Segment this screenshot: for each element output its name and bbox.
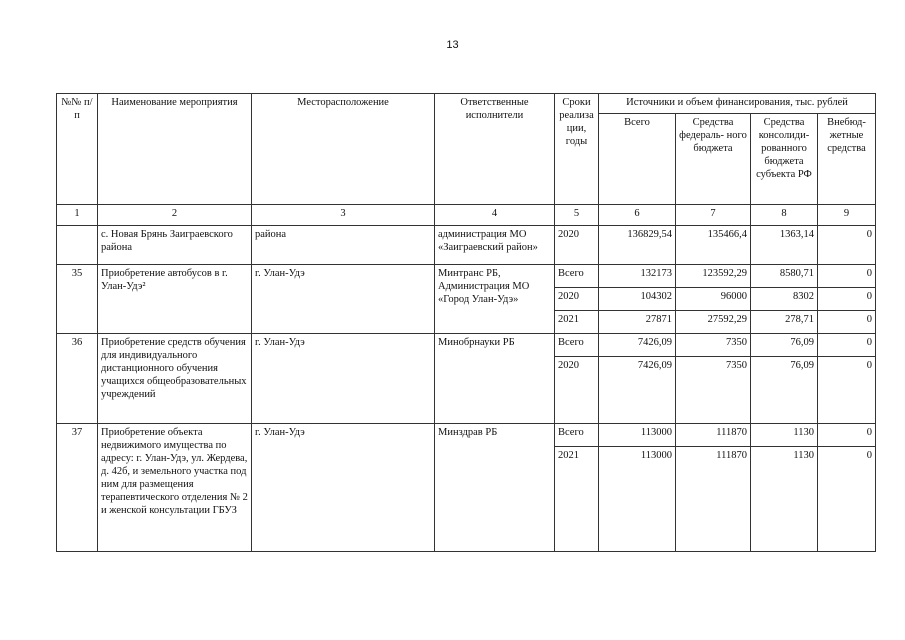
- row-regional: 8302: [751, 288, 818, 311]
- header-terms: Сроки реализа ции, годы: [555, 94, 599, 205]
- row-total: 7426,09: [599, 334, 676, 357]
- row-location: г. Улан-Удэ: [252, 334, 435, 424]
- row-federal: 7350: [676, 334, 751, 357]
- row-total: 113000: [599, 424, 676, 447]
- header-location: Месторасположение: [252, 94, 435, 205]
- row-total: 7426,09: [599, 357, 676, 424]
- header-responsible: Ответственные исполнители: [435, 94, 555, 205]
- row-total: 113000: [599, 447, 676, 552]
- row-federal: 96000: [676, 288, 751, 311]
- row-regional: 1363,14: [751, 226, 818, 265]
- header-sources: Источники и объем финансирования, тыс. рублей: [599, 94, 876, 114]
- row-location: района: [252, 226, 435, 265]
- column-number: 2: [98, 205, 252, 226]
- row-num: 35: [57, 265, 98, 334]
- row-year: 2020: [555, 357, 599, 424]
- row-year: 2020: [555, 288, 599, 311]
- row-regional: 8580,71: [751, 265, 818, 288]
- column-number: 1: [57, 205, 98, 226]
- column-number: 4: [435, 205, 555, 226]
- row-extra: 0: [818, 424, 876, 447]
- row-extra: 0: [818, 265, 876, 288]
- row-total: 104302: [599, 288, 676, 311]
- row-extra: 0: [818, 357, 876, 424]
- column-number: 7: [676, 205, 751, 226]
- row-federal: 27592,29: [676, 311, 751, 334]
- row-total: 132173: [599, 265, 676, 288]
- table-row: [57, 265, 876, 288]
- row-regional: 1130: [751, 424, 818, 447]
- row-year: 2020: [555, 226, 599, 265]
- column-number: 6: [599, 205, 676, 226]
- column-number: 9: [818, 205, 876, 226]
- row-total: 27871: [599, 311, 676, 334]
- row-extra: 0: [818, 226, 876, 265]
- row-year: 2021: [555, 311, 599, 334]
- row-regional: 76,09: [751, 334, 818, 357]
- row-name: с. Новая Брянь Заиграевского района: [98, 226, 252, 265]
- column-number: 8: [751, 205, 818, 226]
- header-federal: Средства федераль- ного бюджета: [676, 114, 751, 205]
- row-year: Всего: [555, 424, 599, 447]
- header-name: Наименование мероприятия: [98, 94, 252, 205]
- row-extra: 0: [818, 334, 876, 357]
- row-responsible: Минздрав РБ: [435, 424, 555, 552]
- column-number: 3: [252, 205, 435, 226]
- table-row: [57, 424, 876, 447]
- row-federal: 7350: [676, 357, 751, 424]
- table-row: [57, 226, 876, 265]
- column-number-row: [57, 205, 876, 226]
- row-name: Приобретение средств обучения для индивидуального дистанционного обучения учащихся общеобразовательных учреждений: [98, 334, 252, 424]
- row-regional: 76,09: [751, 357, 818, 424]
- row-federal: 135466,4: [676, 226, 751, 265]
- row-location: г. Улан-Удэ: [252, 265, 435, 334]
- row-num: 36: [57, 334, 98, 424]
- header-consolidated: Средства консолиди- рованного бюджета субъекта РФ: [751, 114, 818, 205]
- header-row-1: [57, 94, 876, 114]
- table-row: [57, 334, 876, 357]
- row-location: г. Улан-Удэ: [252, 424, 435, 552]
- row-responsible: Минтранс РБ, Администрация МО «Город Улан-Удэ»: [435, 265, 555, 334]
- page-number: 13: [446, 39, 459, 51]
- row-year: Всего: [555, 334, 599, 357]
- row-extra: 0: [818, 288, 876, 311]
- header-total: Всего: [599, 114, 676, 205]
- header-extrabudget: Внебюд- жетные средства: [818, 114, 876, 205]
- row-federal: 111870: [676, 447, 751, 552]
- financing-plan-table: [56, 93, 876, 552]
- row-name: Приобретение автобусов в г. Улан-Удэ²: [98, 265, 252, 334]
- row-federal: 123592,29: [676, 265, 751, 288]
- row-regional: 278,71: [751, 311, 818, 334]
- row-year: Всего: [555, 265, 599, 288]
- row-total: 136829,54: [599, 226, 676, 265]
- row-federal: 111870: [676, 424, 751, 447]
- row-responsible: Минобрнауки РБ: [435, 334, 555, 424]
- row-extra: 0: [818, 447, 876, 552]
- column-number: 5: [555, 205, 599, 226]
- row-regional: 1130: [751, 447, 818, 552]
- row-name: Приобретение объекта недвижимого имущества по адресу: г. Улан-Удэ, ул. Жердева, д. 42б, и земельного участка под ним для размещения терапевтического отделения № 2 и женской консультации ГБУЗ: [98, 424, 252, 552]
- row-responsible: администрация МО «Заиграевский район»: [435, 226, 555, 265]
- row-year: 2021: [555, 447, 599, 552]
- row-num: [57, 226, 98, 265]
- row-extra: 0: [818, 311, 876, 334]
- row-num: 37: [57, 424, 98, 552]
- header-num: №№ п/п: [57, 94, 98, 205]
